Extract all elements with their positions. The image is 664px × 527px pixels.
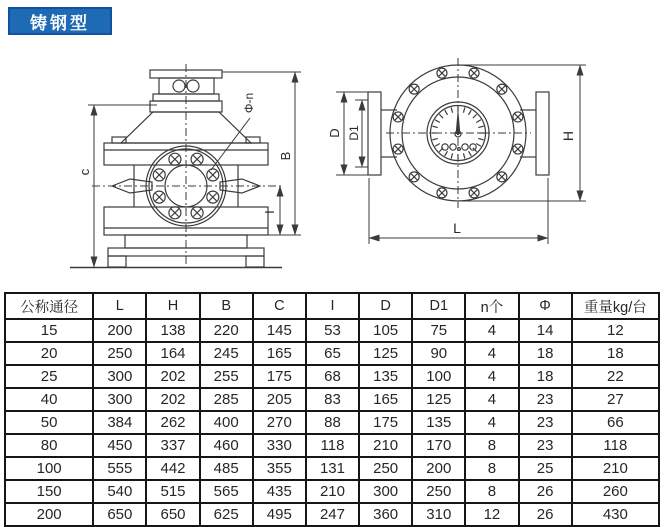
table-cell: 515 <box>146 480 199 503</box>
dial-tick <box>476 120 481 123</box>
front-foot <box>246 256 264 267</box>
side-view-drawing <box>327 58 586 244</box>
table-cell: 250 <box>412 480 465 503</box>
table-cell: 210 <box>359 434 412 457</box>
table-cell: 400 <box>200 411 253 434</box>
table-header-row <box>5 293 659 319</box>
table-header-cell: L <box>93 293 146 319</box>
dim-label-phi-n: Φ-n <box>242 92 256 114</box>
table-cell: 164 <box>146 342 199 365</box>
table-cell: 247 <box>306 503 359 526</box>
dim-label-b: B <box>278 151 293 161</box>
dial-hub-dot <box>457 133 459 135</box>
dial-tick <box>451 153 452 158</box>
table-cell: 18 <box>519 365 572 388</box>
table-cell: 75 <box>412 319 465 342</box>
table-cell: 262 <box>146 411 199 434</box>
table-header-cell: B <box>200 293 253 319</box>
table-header-cell: 重量kg/台 <box>572 293 659 319</box>
table-cell: 170 <box>412 434 465 457</box>
table-cell: 4 <box>465 411 518 434</box>
table-cell: 8 <box>465 480 518 503</box>
table-cell: 310 <box>412 503 465 526</box>
table-cell: 22 <box>572 365 659 388</box>
dim-label-d1: D1 <box>347 125 361 141</box>
table-cell: 200 <box>5 503 93 526</box>
table-cell: 88 <box>306 411 359 434</box>
table-cell: 355 <box>253 457 306 480</box>
dimension-spec-table <box>4 292 660 527</box>
dim-label-l: L <box>453 220 461 236</box>
dial-needle <box>456 107 461 134</box>
table-row <box>5 480 659 503</box>
table-cell: 650 <box>146 503 199 526</box>
table-cell: 360 <box>359 503 412 526</box>
dial-tick <box>473 114 477 118</box>
dial-tick <box>435 144 440 147</box>
table-cell: 650 <box>93 503 146 526</box>
table-cell: 53 <box>306 319 359 342</box>
table-cell: 205 <box>253 388 306 411</box>
table-cell: 300 <box>359 480 412 503</box>
table-row <box>5 457 659 480</box>
table-cell: 118 <box>306 434 359 457</box>
table-cell: 300 <box>93 365 146 388</box>
table-cell: 131 <box>306 457 359 480</box>
table-cell: 135 <box>412 411 465 434</box>
table-cell: 80 <box>5 434 93 457</box>
table-cell: 565 <box>200 480 253 503</box>
dial-tick <box>469 151 472 156</box>
table-row <box>5 411 659 434</box>
table-cell: 25 <box>5 365 93 388</box>
table-cell: 138 <box>146 319 199 342</box>
dim-label-c: c <box>77 168 92 176</box>
dial-tick <box>478 138 483 139</box>
table-cell: 14 <box>519 319 572 342</box>
dim-label-i: I <box>262 210 277 214</box>
table-cell: 300 <box>93 388 146 411</box>
table-cell: 435 <box>253 480 306 503</box>
table-body <box>5 319 659 526</box>
table-header-cell: Φ <box>519 293 572 319</box>
table-cell: 90 <box>412 342 465 365</box>
table-cell: 65 <box>306 342 359 365</box>
table-header-cell: n个 <box>465 293 518 319</box>
table-cell: 255 <box>200 365 253 388</box>
side-flange-right <box>536 92 549 175</box>
table-header-cell: H <box>146 293 199 319</box>
dial-tick <box>432 138 437 139</box>
dial-tick <box>476 144 481 147</box>
table-cell: 4 <box>465 365 518 388</box>
dim-label-d: D <box>327 128 342 138</box>
table-cell: 495 <box>253 503 306 526</box>
table-cell: 125 <box>412 388 465 411</box>
dial-tick <box>451 107 452 112</box>
table-cell: 100 <box>5 457 93 480</box>
table-cell: 118 <box>572 434 659 457</box>
table-cell: 66 <box>572 411 659 434</box>
table-cell: 50 <box>5 411 93 434</box>
dial-tick <box>463 107 464 112</box>
table-header-cell: I <box>306 293 359 319</box>
table-cell: 200 <box>412 457 465 480</box>
table-cell: 384 <box>93 411 146 434</box>
table-cell: 150 <box>5 480 93 503</box>
table-cell: 330 <box>253 434 306 457</box>
front-counter-window <box>173 80 185 92</box>
table-cell: 540 <box>93 480 146 503</box>
table-cell: 20 <box>5 342 93 365</box>
dial-tick <box>445 110 448 115</box>
table-cell: 250 <box>359 457 412 480</box>
front-foot <box>108 256 126 267</box>
table-cell: 8 <box>465 457 518 480</box>
table-cell: 260 <box>572 480 659 503</box>
table-cell: 200 <box>93 319 146 342</box>
table-cell: 12 <box>572 319 659 342</box>
table-cell: 555 <box>93 457 146 480</box>
table-cell: 27 <box>572 388 659 411</box>
table-cell: 68 <box>306 365 359 388</box>
table-row <box>5 388 659 411</box>
table-cell: 270 <box>253 411 306 434</box>
table-cell: 8 <box>465 434 518 457</box>
front-view-drawing <box>70 64 301 268</box>
table-cell: 175 <box>253 365 306 388</box>
table-cell: 4 <box>465 342 518 365</box>
type-label-text: 铸钢型 <box>30 13 90 33</box>
table-cell: 12 <box>465 503 518 526</box>
table-row <box>5 503 659 526</box>
table-cell: 4 <box>465 388 518 411</box>
table-cell: 145 <box>253 319 306 342</box>
table-cell: 18 <box>519 342 572 365</box>
table-cell: 26 <box>519 503 572 526</box>
table-row <box>5 434 659 457</box>
table-cell: 175 <box>359 411 412 434</box>
table-cell: 442 <box>146 457 199 480</box>
table-cell: 165 <box>253 342 306 365</box>
dial-tick <box>478 126 483 127</box>
type-label <box>8 7 112 35</box>
table-cell: 83 <box>306 388 359 411</box>
side-flange-left <box>368 92 381 175</box>
dial-tick <box>432 126 437 127</box>
table-cell: 100 <box>412 365 465 388</box>
table-cell: 23 <box>519 388 572 411</box>
table-cell: 26 <box>519 480 572 503</box>
dim-label-h: H <box>560 130 576 142</box>
dial-tick <box>435 120 440 123</box>
table-cell: 25 <box>519 457 572 480</box>
dial-tick <box>463 153 464 158</box>
dial-tick <box>469 110 472 115</box>
table-header-cell: D1 <box>412 293 465 319</box>
table-header-cell: 公称通径 <box>5 293 93 319</box>
table-cell: 15 <box>5 319 93 342</box>
table-cell: 460 <box>200 434 253 457</box>
front-counter-window <box>187 80 199 92</box>
dial-odometer <box>442 144 476 151</box>
table-row <box>5 319 659 342</box>
table-cell: 430 <box>572 503 659 526</box>
table-cell: 220 <box>200 319 253 342</box>
table-cell: 202 <box>146 388 199 411</box>
table-cell: 40 <box>5 388 93 411</box>
table-cell: 450 <box>93 434 146 457</box>
table-cell: 250 <box>93 342 146 365</box>
dial-tick <box>445 151 448 156</box>
table-cell: 210 <box>572 457 659 480</box>
table-cell: 245 <box>200 342 253 365</box>
callout-leader-line <box>211 118 250 170</box>
table-cell: 485 <box>200 457 253 480</box>
table-cell: 4 <box>465 319 518 342</box>
table-cell: 210 <box>306 480 359 503</box>
table-row <box>5 342 659 365</box>
table-cell: 18 <box>572 342 659 365</box>
table-header-cell: D <box>359 293 412 319</box>
table-cell: 105 <box>359 319 412 342</box>
table-cell: 23 <box>519 411 572 434</box>
table-cell: 23 <box>519 434 572 457</box>
table-cell: 135 <box>359 365 412 388</box>
table-cell: 285 <box>200 388 253 411</box>
dial-tick <box>439 114 443 118</box>
table-cell: 337 <box>146 434 199 457</box>
table-cell: 165 <box>359 388 412 411</box>
table-header-row <box>5 293 659 319</box>
table-cell: 202 <box>146 365 199 388</box>
table-row <box>5 365 659 388</box>
table-cell: 125 <box>359 342 412 365</box>
table-cell: 625 <box>200 503 253 526</box>
table-header-cell: C <box>253 293 306 319</box>
